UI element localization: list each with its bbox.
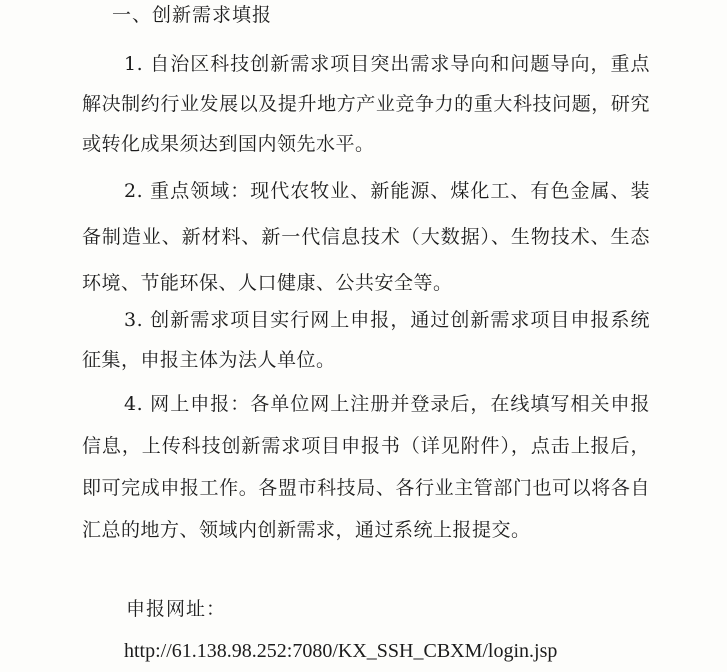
paragraph-2-key-fields: 2. 重点领域：现代农牧业、新能源、煤化工、有色金属、装备制造业、新材料、新一代信息技术（大数据）、生物技术、生态环境、节能环保、人口健康、公共安全等。 bbox=[82, 180, 650, 294]
paragraph-1-project-orientation: 1. 自治区科技创新需求项目突出需求导向和问题导向，重点解决制约行业发展以及提升地方产业竞争力的重大科技问题，研究或转化成果须达到国内领先水平。 bbox=[82, 53, 650, 155]
application-url: http://61.138.98.252:7080/KX_SSH_CBXM/login.jsp bbox=[124, 640, 558, 662]
section-heading: 一、创新需求填报 bbox=[112, 4, 273, 26]
paragraph-4-submission-steps: 4. 网上申报：各单位网上注册并登录后，在线填写相关申报信息，上传科技创新需求项目申报书（详见附件），点击上报后，即可完成申报工作。各盟市科技局、各行业主管部门也可以将各自汇总的地方、领域内创新需求，通过系统上报提交。 bbox=[82, 393, 650, 541]
application-url-label: 申报网址： bbox=[126, 598, 227, 620]
paragraph-3-online-application: 3. 创新需求项目实行网上申报，通过创新需求项目申报系统征集，申报主体为法人单位。 bbox=[82, 309, 650, 371]
